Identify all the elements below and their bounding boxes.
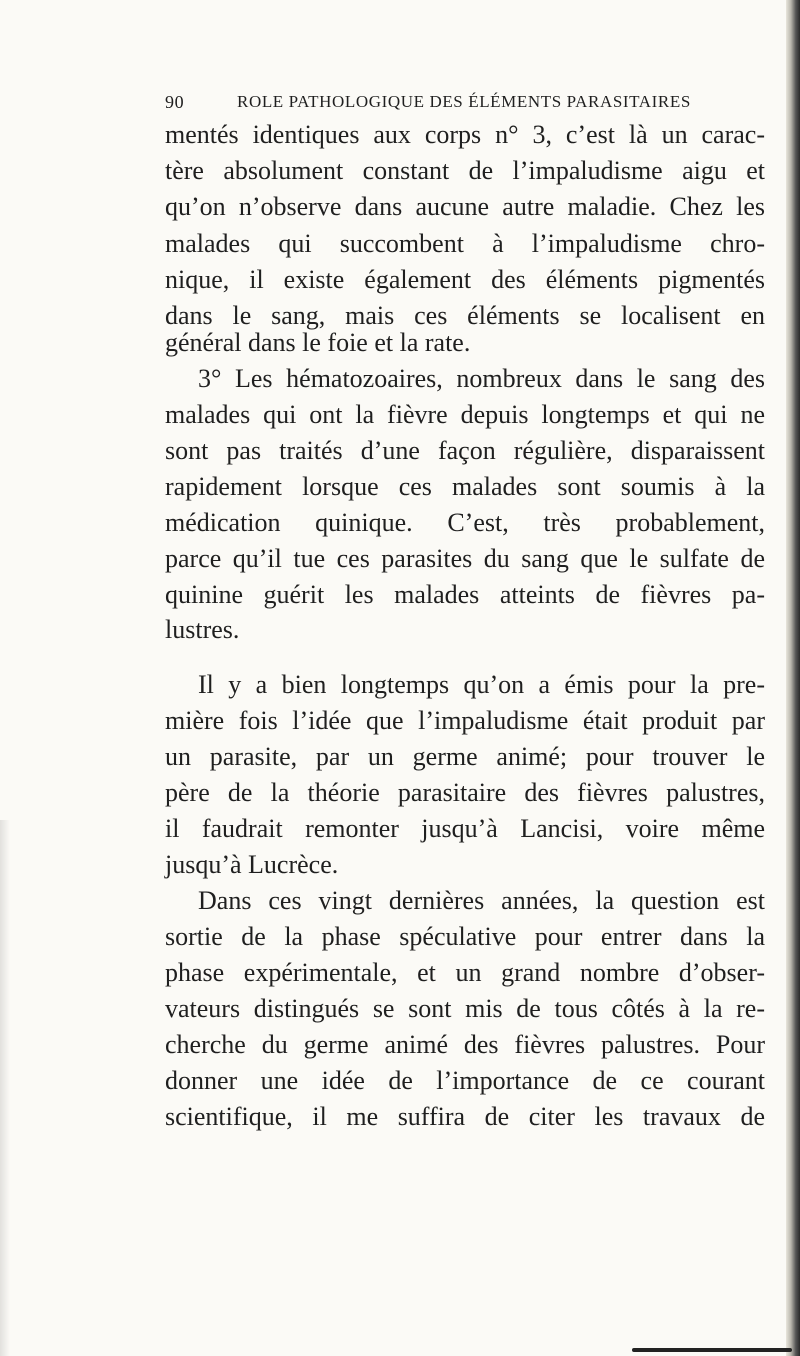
text-line: mière fois l’idée que l’impaludisme était produit par [165,706,765,735]
text-line: général dans le foie et la rate. [165,328,471,357]
binding-edge [786,0,800,1356]
text-line: sortie de la phase spéculative pour entrer dans la [165,922,765,951]
running-title: ROLE PATHOLOGIQUE DES ÉLÉMENTS PARASITAIRES [237,92,691,111]
text-line: il faudrait remonter jusqu’à Lancisi, voire même [165,814,765,843]
bottom-rule [632,1348,792,1352]
text-line: phase expérimentale, et un grand nombre d’obser- [165,958,765,987]
text-line: scientifique, il me suffira de citer les travaux de [165,1102,765,1131]
page-shadow [0,820,10,1356]
text-line: vateurs distingués se sont mis de tous côtés à la re- [165,994,765,1023]
text-line: tère absolument constant de l’impaludisme aigu et [165,156,765,185]
text-line: qu’on n’observe dans aucune autre maladie. Chez les [165,192,765,221]
text-line: dans le sang, mais ces éléments se localisent en [165,301,765,330]
text-line: jusqu’à Lucrèce. [165,850,339,879]
text-line: Il y a bien longtemps qu’on a émis pour la pre- [198,670,765,699]
text-line: 3° Les hématozoaires, nombreux dans le sang des [198,364,765,393]
text-line: un parasite, par un germe animé; pour trouver le [165,742,765,771]
text-line: malades qui ont la fièvre depuis longtemps et qui ne [165,400,765,429]
text-line: quinine guérit les malades atteints de fièvres pa- [165,580,765,609]
text-line: rapidement lorsque ces malades sont soumis à la [165,472,765,501]
text-line: cherche du germe animé des fièvres palustres. Pour [165,1030,765,1059]
text-line: sont pas traités d’une façon régulière, disparaissent [165,436,765,465]
text-line: parce qu’il tue ces parasites du sang que le sulfate de [165,544,765,573]
text-line: médication quinique. C’est, très probablement, [165,508,765,537]
text-line: mentés identiques aux corps n° 3, c’est là un carac- [165,120,765,149]
page-header [165,92,765,114]
text-line: Dans ces vingt dernières années, la question est [198,886,765,915]
text-line: nique, il existe également des éléments pigmentés [165,265,765,294]
text-line: lustres. [165,615,240,644]
text-line: père de la théorie parasitaire des fièvres palustres, [165,778,765,807]
text-line: donner une idée de l’importance de ce courant [165,1066,765,1095]
text-line: malades qui succombent à l’impaludisme chro- [165,229,765,258]
page-number: 90 [165,92,185,112]
